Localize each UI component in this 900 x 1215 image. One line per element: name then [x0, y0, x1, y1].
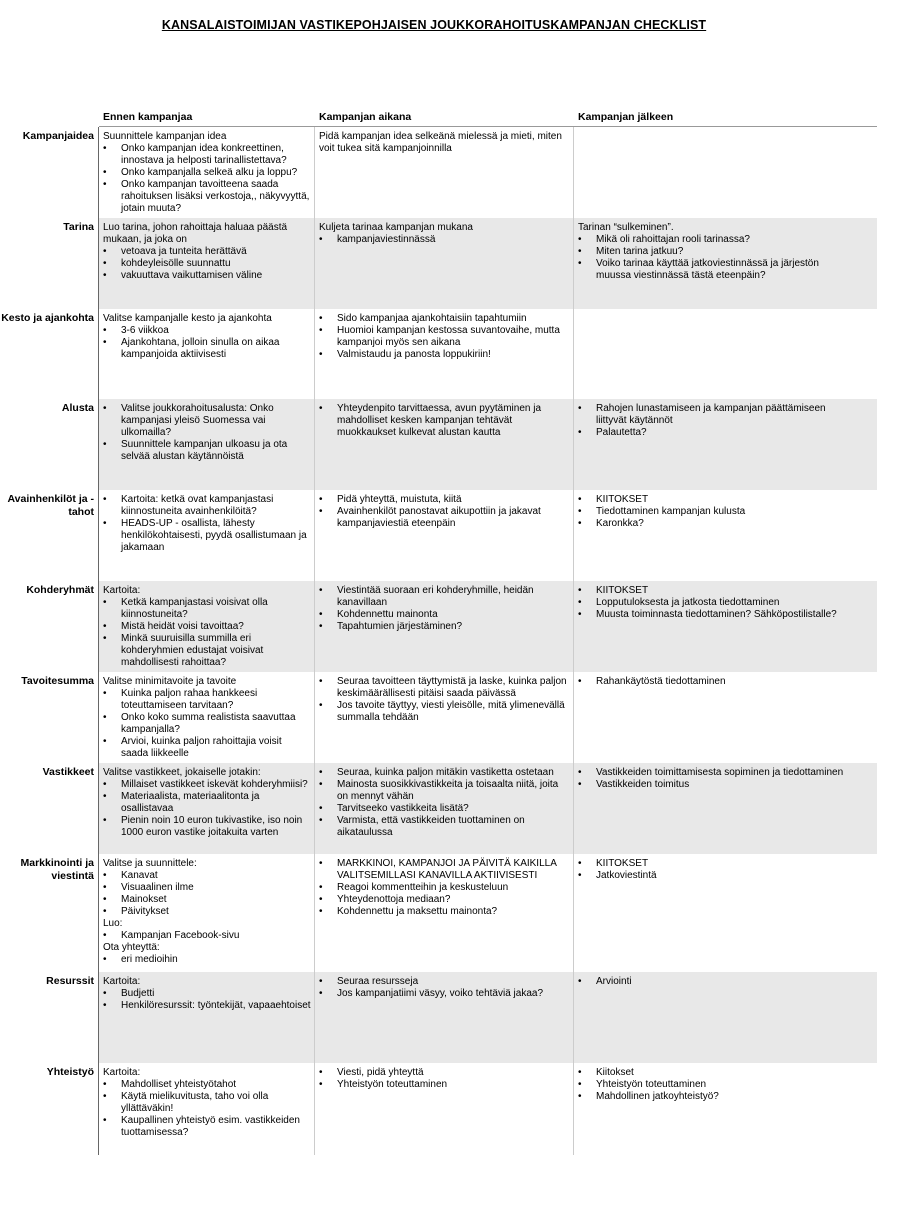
- list-item: • Rahankäytöstä tiedottaminen: [578, 676, 848, 688]
- list-item: • Voiko tarinaa käyttää jatkoviestinnässä ja järjestön muussa viestinnässä tästä eteenpäin?: [578, 258, 848, 282]
- table-cell: [103, 767, 311, 839]
- bullet-list: [319, 403, 569, 439]
- bullet-list: [578, 494, 848, 530]
- table-cell: [103, 858, 311, 966]
- list-item: • KIITOKSET: [578, 858, 848, 870]
- bullet-list: [578, 234, 848, 282]
- cell-text: Valitse ja suunnittele:: [103, 858, 197, 869]
- table-cell: [103, 494, 311, 554]
- column-divider-1: [314, 127, 315, 1155]
- bullet-list: [103, 246, 311, 282]
- bullet-list: [319, 494, 569, 530]
- list-item: • Muusta toiminnasta tiedottaminen? Sähköpostilistalle?: [578, 609, 848, 621]
- row-label: Kesto ja ajankohta: [1, 312, 94, 324]
- document-title: KANSALAISTOIMIJAN VASTIKEPOHJAISEN JOUKKORAHOITUSKAMPANJAN CHECKLIST: [161, 18, 707, 32]
- list-item: • Lopputuloksesta ja jatkosta tiedottaminen: [578, 597, 848, 609]
- list-item: • Mainosta suosikkivastikkeita ja toisaalta niitä, joita on mennyt vähän: [319, 779, 569, 803]
- bullet-list: [103, 988, 311, 1012]
- list-item: • Viesti, pidä yhteyttä: [319, 1067, 569, 1079]
- cell-text: Pidä kampanjan idea selkeänä mielessä ja mieti, miten voit tukea sitä kampanjoinnilla: [319, 131, 562, 154]
- list-item: • kohdeyleisölle suunnattu: [103, 258, 311, 270]
- list-item: • Jos kampanjatiimi väsyy, voiko tehtäviä jakaa?: [319, 988, 569, 1000]
- column-divider-left: [98, 127, 99, 1155]
- list-item: • Suunnittele kampanjan ulkoasu ja ota selvää alustan käytännöistä: [103, 439, 311, 463]
- row-label: Avainhenkilöt ja -tahot: [7, 493, 94, 518]
- row-label: Tavoitesumma: [21, 675, 94, 687]
- list-item: • Mikä oli rahoittajan rooli tarinassa?: [578, 234, 848, 246]
- row-label: Vastikkeet: [42, 766, 94, 778]
- list-item: • Tiedottaminen kampanjan kulusta: [578, 506, 848, 518]
- list-item: • Käytä mielikuvitusta, taho voi olla yllättäväkin!: [103, 1091, 311, 1115]
- row-label: Tarina: [63, 221, 94, 233]
- list-item: • Seuraa tavoitteen täyttymistä ja laske, kuinka paljon keskimäärällisesti pitäisi saada päivässä: [319, 676, 569, 700]
- bullet-list: [103, 403, 311, 463]
- list-item: • Jatkoviestintä: [578, 870, 848, 882]
- list-item: • KIITOKSET: [578, 494, 848, 506]
- list-item: • Visuaalinen ilme: [103, 882, 311, 894]
- list-item: • Miten tarina jatkuu?: [578, 246, 848, 258]
- table-cell: [578, 1067, 848, 1103]
- list-item: • Päivitykset: [103, 906, 311, 918]
- table-cell: [578, 858, 848, 882]
- list-item: • Vastikkeiden toimittamisesta sopiminen ja tiedottaminen: [578, 767, 848, 779]
- table-cell: [319, 585, 569, 633]
- table-cell: [578, 976, 848, 988]
- table-cell: [103, 676, 311, 760]
- bullet-list: [319, 858, 569, 918]
- list-item: • Mahdollinen jatkoyhteistyö?: [578, 1091, 848, 1103]
- table-cell: [103, 403, 311, 463]
- bullet-list: [103, 494, 311, 554]
- bullet-list: [578, 976, 848, 988]
- bullet-list: [578, 1067, 848, 1103]
- list-item: • Onko kampanjalla selkeä alku ja loppu?: [103, 167, 311, 179]
- bullet-list: [578, 676, 848, 688]
- table-cell: [319, 494, 569, 530]
- list-item: • Vastikkeiden toimitus: [578, 779, 848, 791]
- list-item: • Minkä suuruisilla summilla eri kohderyhmien edustajat voisivat mahdollisesti rahoittaa?: [103, 633, 311, 669]
- row-label: Yhteistyö: [46, 1066, 94, 1078]
- row-label: Markkinointi ja viestintä: [20, 857, 94, 882]
- bullet-list: [103, 1079, 311, 1139]
- row-label: Resurssit: [46, 975, 94, 987]
- bullet-list: [103, 597, 311, 669]
- list-item: • HEADS-UP - osallista, lähesty henkilökohtaisesti, pyydä osallistumaan ja jakamaan: [103, 518, 311, 554]
- list-item: • KIITOKSET: [578, 585, 848, 597]
- list-item: • Reagoi kommentteihin ja keskusteluun: [319, 882, 569, 894]
- table-cell: [319, 858, 569, 918]
- table-cell: [103, 222, 311, 282]
- list-item: • Ajankohtana, jolloin sinulla on aikaa kampanjoida aktiivisesti: [103, 337, 311, 361]
- column-header-2: Kampanjan aikana: [319, 111, 412, 123]
- list-item: • Kampanjan Facebook-sivu: [103, 930, 311, 942]
- bullet-list: [319, 585, 569, 633]
- table-cell: [319, 976, 569, 1000]
- list-item: • Onko kampanjan tavoitteena saada rahoituksen lisäksi verkostoja,, näkyvyyttä, jotain muuta?: [103, 179, 311, 215]
- list-item: • Onko koko summa realistista saavuttaa kampanjalla?: [103, 712, 311, 736]
- list-item: • Yhteydenottoja mediaan?: [319, 894, 569, 906]
- cell-text: Suunnittele kampanjan idea: [103, 131, 227, 142]
- bullet-list: [103, 954, 311, 966]
- cell-text: Kartoita:: [103, 585, 141, 596]
- list-item: • Avainhenkilöt panostavat aikupottiin ja jakavat kampanjaviestiä eteenpäin: [319, 506, 569, 530]
- table-cell: [578, 222, 848, 282]
- column-divider-2: [573, 127, 574, 1155]
- list-item: • Tapahtumien järjestäminen?: [319, 621, 569, 633]
- cell-text: Valitse minimitavoite ja tavoite: [103, 676, 237, 687]
- list-item: • Viestintää suoraan eri kohderyhmille, heidän kanavillaan: [319, 585, 569, 609]
- list-item: • Karonkka?: [578, 518, 848, 530]
- table-cell: [578, 676, 848, 688]
- list-item: • Millaiset vastikkeet iskevät kohderyhmiisi?: [103, 779, 311, 791]
- bullet-list: [319, 313, 569, 361]
- bullet-list: [578, 403, 848, 439]
- table-cell: [103, 313, 311, 361]
- cell-text: Tarinan “sulkeminen”.: [578, 222, 674, 233]
- cell-text: Luo:: [103, 918, 123, 929]
- list-item: • MARKKINOI, KAMPANJOI JA PÄIVITÄ KAIKILLA VALITSEMILLASI KANAVILLA AKTIIVISESTI: [319, 858, 569, 882]
- list-item: • Yhteydenpito tarvittaessa, avun pyytäminen ja mahdolliset kesken kampanjan tehtävät muokkaukset kulkevat alustan kautta: [319, 403, 569, 439]
- bullet-list: [103, 325, 311, 361]
- list-item: • Budjetti: [103, 988, 311, 1000]
- table-cell: [578, 403, 848, 439]
- bullet-list: [103, 143, 311, 215]
- cell-text: Kartoita:: [103, 1067, 141, 1078]
- list-item: • Kohdennettu ja maksettu mainonta?: [319, 906, 569, 918]
- list-item: • Kiitokset: [578, 1067, 848, 1079]
- list-item: • kampanjaviestinnässä: [319, 234, 569, 246]
- bullet-list: [103, 870, 311, 918]
- list-item: • Pienin noin 10 euron tukivastike, iso noin 1000 euron vastike joitakuita varten: [103, 815, 311, 839]
- cell-text: Ota yhteyttä:: [103, 942, 160, 953]
- row-label: Alusta: [61, 402, 94, 414]
- list-item: • Kartoita: ketkä ovat kampanjastasi kiinnostuneita avainhenkilöitä?: [103, 494, 311, 518]
- column-header-3: Kampanjan jälkeen: [578, 111, 674, 123]
- list-item: • Yhteistyön toteuttaminen: [319, 1079, 569, 1091]
- cell-text: Luo tarina, johon rahoittaja haluaa päästä mukaan, ja joka on: [103, 222, 288, 245]
- list-item: • Kohdennettu mainonta: [319, 609, 569, 621]
- table-cell: [103, 1067, 311, 1139]
- list-item: • Kanavat: [103, 870, 311, 882]
- table-cell: [319, 676, 569, 724]
- list-item: • Henkilöresurssit: työntekijät, vapaaehtoiset: [103, 1000, 311, 1012]
- bullet-list: [578, 585, 848, 621]
- bullet-list: [319, 1067, 569, 1091]
- bullet-list: [319, 234, 569, 246]
- column-header-1: Ennen kampanjaa: [103, 111, 193, 123]
- cell-text: Valitse vastikkeet, jokaiselle jotakin:: [103, 767, 261, 778]
- list-item: • Mainokset: [103, 894, 311, 906]
- list-item: • Kaupallinen yhteistyö esim. vastikkeiden tuottamisessa?: [103, 1115, 311, 1139]
- bullet-list: [319, 976, 569, 1000]
- list-item: • Valmistaudu ja panosta loppukiriin!: [319, 349, 569, 361]
- list-item: • Seuraa resursseja: [319, 976, 569, 988]
- list-item: • Mahdolliset yhteistyötahot: [103, 1079, 311, 1091]
- row-label: Kohderyhmät: [26, 584, 94, 596]
- bullet-list: [578, 767, 848, 791]
- bullet-list: [578, 858, 848, 882]
- list-item: • Sido kampanjaa ajankohtaisiin tapahtumiin: [319, 313, 569, 325]
- table-cell: [578, 767, 848, 791]
- bullet-list: [103, 930, 311, 942]
- table-cell: [319, 767, 569, 839]
- list-item: • Rahojen lunastamiseen ja kampanjan päättämiseen liittyvät käytännöt: [578, 403, 848, 427]
- list-item: • Valitse joukkorahoitusalusta: Onko kampanjasi yleisö Suomessa vai ulkomailla?: [103, 403, 311, 439]
- list-item: • Seuraa, kuinka paljon mitäkin vastiketta ostetaan: [319, 767, 569, 779]
- list-item: • Huomioi kampanjan kestossa suvantovaihe, mutta kampanjoi myös sen aikana: [319, 325, 569, 349]
- list-item: • Tarvitseeko vastikkeita lisätä?: [319, 803, 569, 815]
- list-item: • Onko kampanjan idea konkreettinen, innostava ja helposti tarinallistettava?: [103, 143, 311, 167]
- list-item: • Kuinka paljon rahaa hankkeesi toteuttamiseen tarvitaan?: [103, 688, 311, 712]
- list-item: • 3-6 viikkoa: [103, 325, 311, 337]
- list-item: • Palautetta?: [578, 427, 848, 439]
- table-cell: [103, 131, 311, 215]
- row-label: Kampanjaidea: [22, 130, 94, 142]
- table-cell: [319, 1067, 569, 1091]
- list-item: • Ketkä kampanjastasi voisivat olla kiinnostuneita?: [103, 597, 311, 621]
- list-item: • Arvioi, kuinka paljon rahoittajia voisit saada liikkeelle: [103, 736, 311, 760]
- bullet-list: [103, 779, 311, 839]
- list-item: • eri medioihin: [103, 954, 311, 966]
- cell-text: Kuljeta tarinaa kampanjan mukana: [319, 222, 473, 233]
- list-item: • Materiaalista, materiaalitonta ja osallistavaa: [103, 791, 311, 815]
- table-cell: [319, 403, 569, 439]
- cell-text: Valitse kampanjalle kesto ja ajankohta: [103, 313, 272, 324]
- table-cell: [319, 313, 569, 361]
- list-item: • Mistä heidät voisi tavoittaa?: [103, 621, 311, 633]
- table-cell: [319, 131, 569, 155]
- bullet-list: [319, 767, 569, 839]
- table-cell: [103, 585, 311, 669]
- bullet-list: [103, 688, 311, 760]
- table-cell: [319, 222, 569, 246]
- table-cell: [103, 976, 311, 1012]
- list-item: • Jos tavoite täyttyy, viesti yleisölle, mitä ylimenevällä summalla tehdään: [319, 700, 569, 724]
- list-item: • Pidä yhteyttä, muistuta, kiitä: [319, 494, 569, 506]
- list-item: • vetoava ja tunteita herättävä: [103, 246, 311, 258]
- list-item: • vakuuttava vaikuttamisen väline: [103, 270, 311, 282]
- table-cell: [578, 585, 848, 621]
- list-item: • Yhteistyön toteuttaminen: [578, 1079, 848, 1091]
- list-item: • Varmista, että vastikkeiden tuottaminen on aikataulussa: [319, 815, 569, 839]
- cell-text: Kartoita:: [103, 976, 141, 987]
- list-item: • Arviointi: [578, 976, 848, 988]
- bullet-list: [319, 676, 569, 724]
- table-cell: [578, 494, 848, 530]
